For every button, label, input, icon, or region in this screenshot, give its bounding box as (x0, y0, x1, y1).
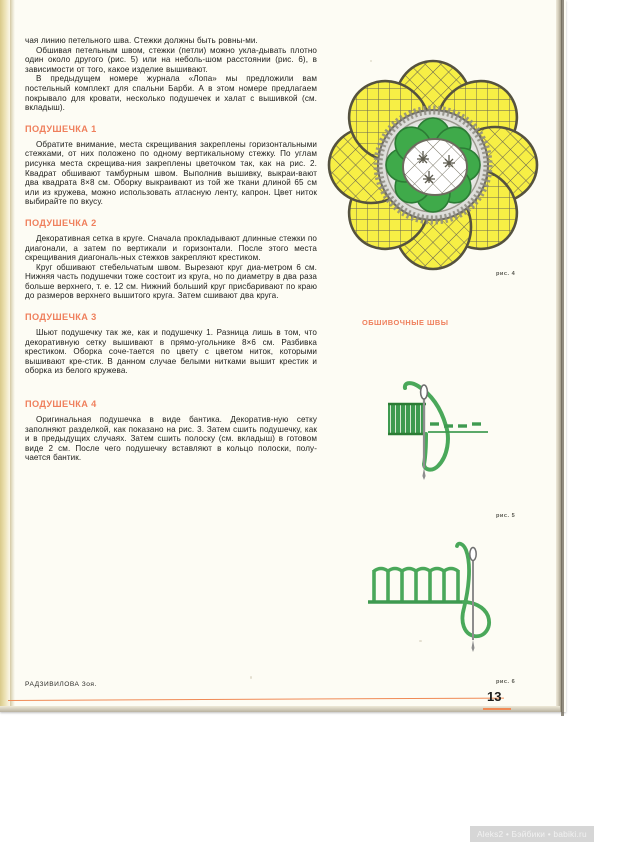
figure-spaced-buttonhole-stitch (368, 540, 558, 655)
paragraph: Круг обшивают стебельчатым швом. Вырезают круг диа-метром 6 см. Нижняя часть подушечки тоже состоит из круга, но по диаметру в два раза больше верхнего, т. е. 12 см. Нижний больший круг присбаривают по краю до размеров верхнего вышитого круга. Затем сшивают два круга. (25, 262, 317, 301)
author-byline: РАДЗИВИЛОВА Зоя. (25, 681, 97, 688)
page-number: 13 (487, 689, 502, 704)
page-gutter-shadow (10, 0, 15, 712)
paragraph: Шьют подушечку так же, как и подушечку 1. Разница лишь в том, что декоративную сетку вышивают в прямо-угольнике 8×6 см. Разбивка крестиком. Оборка соче-тается по цвету с цветом ниток, которыми вышивают кре-стик. В данном случае белыми нитками вышит крестик и оборка из белого кружева. (25, 328, 317, 376)
section-heading-seams: ОБШИВОЧНЫЕ ШВЫ (362, 318, 449, 327)
paragraph: В предыдущем номере журнала «Лопа» мы предложили вам постельный комплект для спальни Барби. А в этом номере предлагаем покрывало для кровати, несколько подушечек и халат с вышивкой (см. вкладыш). (25, 74, 317, 113)
paragraph: Декоративная сетка в круге. Сначала прокладывают длинные стежки по диагонали, а затем по вертикали и горизонтали. После этого места скрещивания диагональ-ных стежков закрепляют крестиком. (25, 233, 317, 263)
flower-center (403, 139, 467, 195)
paragraph: Обратите внимание, места скрещивания закреплены горизонтальными стежками, от них положено по одному вертикальному стежку. По углам рисунка места скрещива-ния закреплены цветочком так, как на рис. 2. Квадрат обшивают тамбурным швом. Выполнив вышивку, выкраи-вают два квадрата 8×8 см. Оборку выкраивают из той же ткани длиной 65 см или из кружева, можно использовать атласную ленту, капрон. Цвет ниток выбирайте по вкусу. (25, 139, 317, 207)
page-bottom-edge (0, 706, 560, 712)
article-text-column (25, 36, 317, 463)
scan-speck (250, 676, 252, 679)
paragraph: Оригинальная подушечка в виде бантика. Декоратив-ную сетку заполняют разделкой, как показано на рис. 3. Затем сшить подушечку, как и в предыдущих случаях. Затем сшить полоску (см. вкладыш) в готовом виде 2 см. После чего подушечку вставляют в кольцо полоски, полу-чается бантик. (25, 415, 317, 463)
section-heading-pillow-3: ПОДУШЕЧКА 3 (25, 312, 97, 323)
paragraph: Обшивая петельным швом, стежки (петли) можно укла-дывать плотно один около другого (рис. 5) или на неболь-шом расстоянии (рис. 6), в зависимости от того, какое изделие вышивают. (25, 45, 317, 74)
figure-caption-4: рис. 4 (496, 271, 516, 277)
page-number-rule (483, 708, 511, 710)
section-heading-pillow-2: ПОДУШЕЧКА 2 (25, 217, 97, 228)
book-spine-shadow (561, 0, 564, 716)
dense-stitches (388, 404, 423, 434)
paragraph: чая линию петельного шва. Стежки должны быть ровны-ми. (25, 36, 258, 45)
stitch-top-arcs (374, 569, 458, 572)
figure-dense-buttonhole-stitch (388, 352, 558, 502)
watermark: Aleks2 • Бэйбики • babiki.ru (470, 826, 594, 842)
section-heading-pillow-1: ПОДУШЕЧКА 1 (25, 123, 97, 134)
stitch-diagram-6-svg (368, 540, 558, 655)
figure-caption-5: рис. 5 (496, 513, 516, 519)
figure-caption-6: рис. 6 (496, 679, 516, 685)
running-stitches (430, 424, 481, 426)
flower-diagram-svg (318, 30, 556, 280)
flower-group (329, 61, 537, 269)
figure-flower-embroidery (318, 30, 556, 280)
spaced-stitches (374, 570, 458, 602)
stitch-diagram-5-svg (388, 352, 558, 502)
section-heading-pillow-4: ПОДУШЕЧКА 4 (25, 399, 97, 410)
